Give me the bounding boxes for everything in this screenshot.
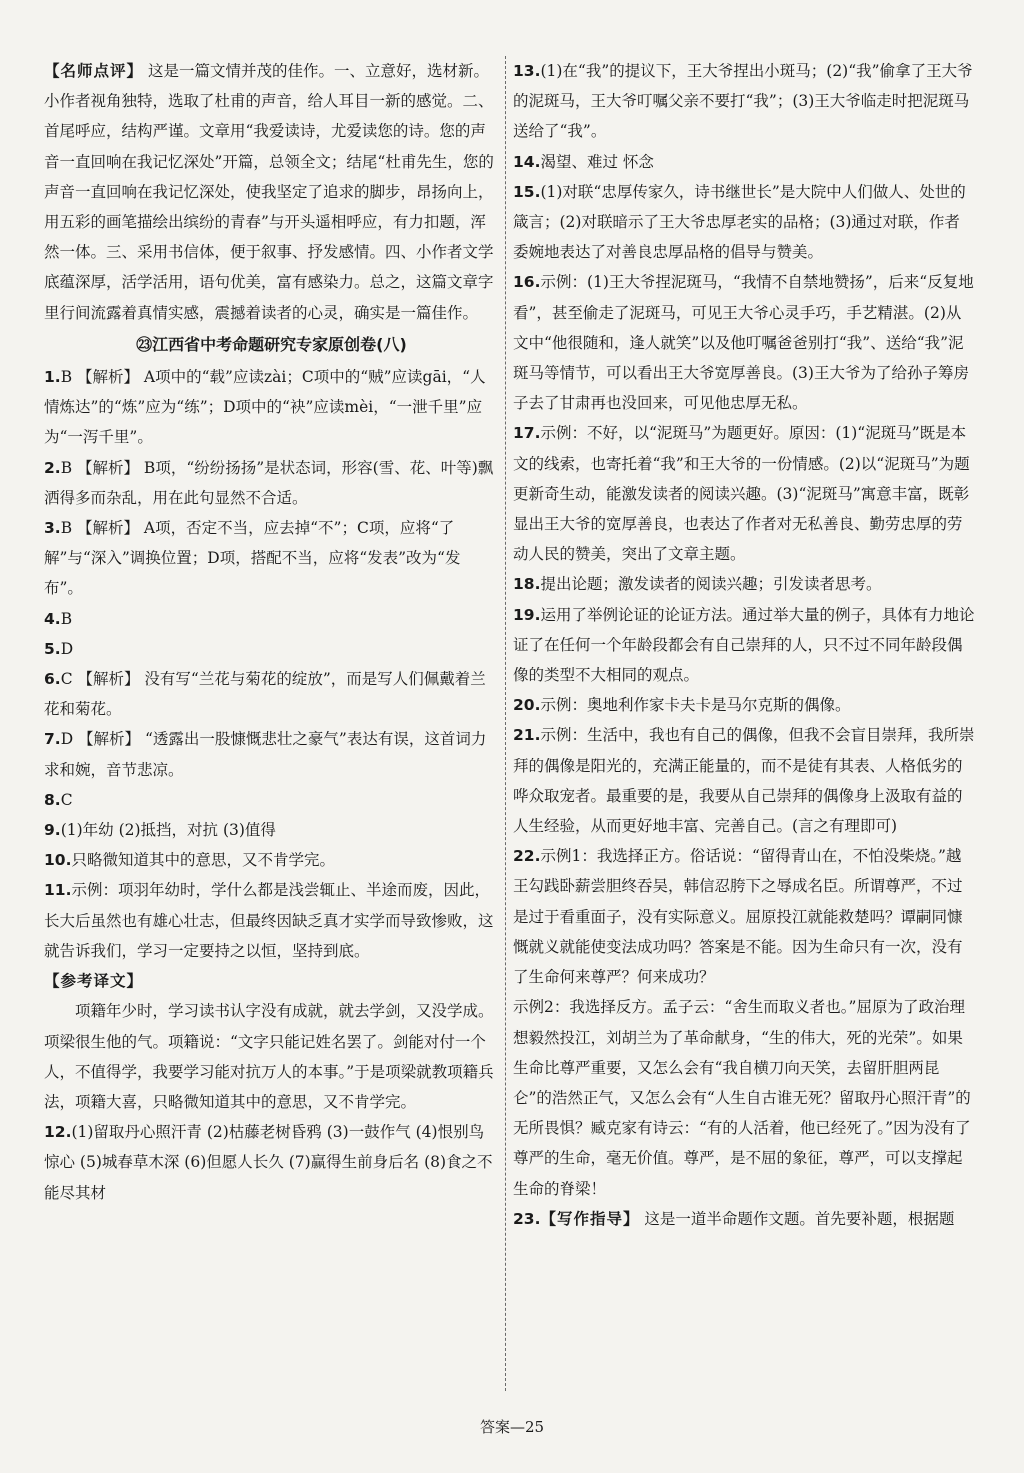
column-divider [505,56,506,1391]
left-column [44,56,499,1208]
right-column [513,56,975,1234]
answer-item: 4.B [44,609,73,628]
answer-item: 15.(1)对联“忠厚传家久，诗书继世长”是大院中人们做人、处世的箴言；(2)对联暗示了王大爷忠厚老实的品格；(3)通过对联，作者委婉地表达了对善良忠厚品格的倡导与赞美。 [513,182,966,262]
page-number: 答案—25 [479,1418,545,1436]
example-2-paragraph: 示例2：我选择反方。孟子云：“舍生而取义者也。”屈原为了政治理想毅然投江，刘胡兰为了革命献身，“生的伟大，死的光荣”。如果生命比尊严重要，又怎么会有“我自横刀向天笑，去留肝胆两昆仑”的浩然正气，又怎么会有“人生自古谁无死？留取丹心照汗青”的无所畏惧？臧克家有诗云：“有的人活着，他已经死了。”因为没有了尊严的生命，毫无价值。尊严，是不屈的象征，尊严，可以支撑起生命的脊梁！ [513,998,971,1198]
answer-item: 11.示例：项羽年幼时，学什么都是浅尝辄止、半途而废，因此，长大后虽然也有雄心壮志，但最终因缺乏真才实学而导致惨败，这就告诉我们，学习一定要持之以恒，坚持到底。 [44,881,494,960]
commentary-tag: 【名师点评】 [44,62,144,80]
commentary-paragraph [44,56,499,328]
commentary-text: 这是一篇文情并茂的佳作。一、立意好，选材新。小作者视角独特，选取了杜甫的声音，给人耳目一新的感觉。二、首尾呼应，结构严谨。文章用“我爱读诗，尤爱读您的诗。您的声音一直回响在我记忆深处”开篇，总领全文；结尾“杜甫先生，您的声音一直回响在我记忆深处，使我坚定了追求的脚步，昂扬向上，用五彩的画笔描绘出缤纷的青春”与开头遥相呼应，有力扣题，浑然一体。三、采用书信体，便于叙事、抒发感情。四、小作者文学底蕴深厚，活学活用，语句优美，富有感染力。总之，这篇文章字里行间流露着真情实感，震撼着读者的心灵，确实是一篇佳作。 [44,62,494,322]
answer-item: 7.D 【解析】 “透露出一股慷慨悲壮之豪气”表达有误，这首词力求和婉，音节悲凉。 [44,730,487,779]
writing-guide-tag: 【写作指导】 [540,1209,640,1228]
answer-item: 18.提出论题；激发读者的阅读兴趣；引发读者思考。 [513,575,882,594]
answer-item: 9.(1)年幼 (2)抵挡，对抗 (3)值得 [44,821,276,840]
translation-text: 项籍年少时，学习读书认字没有成就，就去学剑，又没学成。项梁很生他的气。项籍说：“文字只能记姓名罢了。剑能对付一个人，不值得学，我要学习能对抗万人的本事。”于是项梁就教项籍兵法，项籍大喜，只略微知道其中的意思，又不肯学完。 [44,1002,494,1111]
answer-item: 8.C [44,790,73,809]
answer-item: 23.【写作指导】 这是一道半命题作文题。首先要补题，根据题 [513,1209,955,1228]
translation-tag: 【参考译文】 [44,972,144,991]
answer-item: 20.示例：奥地利作家卡夫卡是马尔克斯的偶像。 [513,696,851,715]
answer-item: 12.(1)留取丹心照汗青 (2)枯藤老树昏鸦 (3)一鼓作气 (4)恨别鸟惊心 (5)城春草木深 (6)但愿人长久 (7)赢得生前身后名 (8)食之不能尽其材 [44,1123,493,1202]
answer-item: 22.示例1：我选择正方。俗话说：“留得青山在，不怕没柴烧。”越王勾践卧薪尝胆终吞吴，韩信忍胯下之辱成名臣。所谓尊严，不过是过于看重面子，没有实际意义。屈原投江就能救楚吗？谭嗣同慷慨就义就能使变法成功吗？答案是不能。因为生命只有一次，没有了生命何来尊严？何来成功？ [513,847,963,987]
translation-tag-line [44,966,499,996]
answer-item: 10.只略微知道其中的意思，又不肯学完。 [44,851,335,870]
answer-item: 21.示例：生活中，我也有自己的偶像，但我不会盲目崇拜，我所崇拜的偶像是阳光的，充满正能量的，而不是徒有其表、人格低劣的哗众取宠者。最重要的是，我要从自己崇拜的偶像身上汲取有益的人生经验，从而更好地丰富、完善自己。(言之有理即可) [513,726,975,836]
section-title: ㉓江西省中考命题研究专家原创卷(八) [136,334,407,354]
answer-item: 2.B 【解析】 B项，“纷纷扬扬”是状态词，形容(雪、花、叶等)飘洒得多而杂乱，用在此句显然不合适。 [44,458,494,507]
answer-item: 1.B 【解析】 A项中的“载”应读zài；C项中的“贼”应读gāi，“人情炼达”的“炼”应为“练”；D项中的“袂”应读mèi，“一泄千里”应为“一泻千里”。 [44,368,486,447]
answer-item: 6.C 【解析】 没有写“兰花与菊花的绽放”，而是写人们佩戴着兰花和菊花。 [44,670,486,719]
answer-item: 14.渴望、难过 怀念 [513,152,654,171]
answer-item: 13.(1)在“我”的提议下，王大爷捏出小斑马；(2)“我”偷拿了王大爷的泥斑马，王大爷叮嘱父亲不要打“我”；(3)王大爷临走时把泥斑马送给了“我”。 [513,62,973,141]
answer-item: 16.示例：(1)王大爷捏泥斑马，“我情不自禁地赞扬”，后来“反复地看”，甚至偷走了泥斑马，可见王大爷心灵手巧，手艺精湛。(2)从文中“他很随和，逢人就笑”以及他叮嘱爸爸别打“我”、送给“我”泥斑马等情节，可以看出王大爷宽厚善良。(3)王大爷为了给孙子筹房子去了甘肃再也没回来，可见他忠厚无私。 [513,273,974,413]
answer-item: 19.运用了举例论证的论证方法。通过举大量的例子，具体有力地论证了在任何一个年龄段都会有自己崇拜的人，只不过不同年龄段偶像的类型不大相同的观点。 [513,605,975,685]
answer-item: 5.D [44,639,74,658]
answer-item: 3.B 【解析】 A项，否定不当，应去掉“不”；C项，应将“了解”与“深入”调换位置；D项，搭配不当，应将“发表”改为“发布”。 [44,519,461,598]
answer-item: 17.示例：不好，以“泥斑马”为题更好。原因：(1)“泥斑马”既是本文的线索，也寄托着“我”和王大爷的一份情感。(2)以“泥斑马”为题更新奇生动，能激发读者的阅读兴趣。(3)“泥斑马”寓意丰富，既彰显出王大爷的宽厚善良，也表达了作者对无私善良、勤劳忠厚的劳动人民的赞美，突出了文章主题。 [513,424,970,564]
